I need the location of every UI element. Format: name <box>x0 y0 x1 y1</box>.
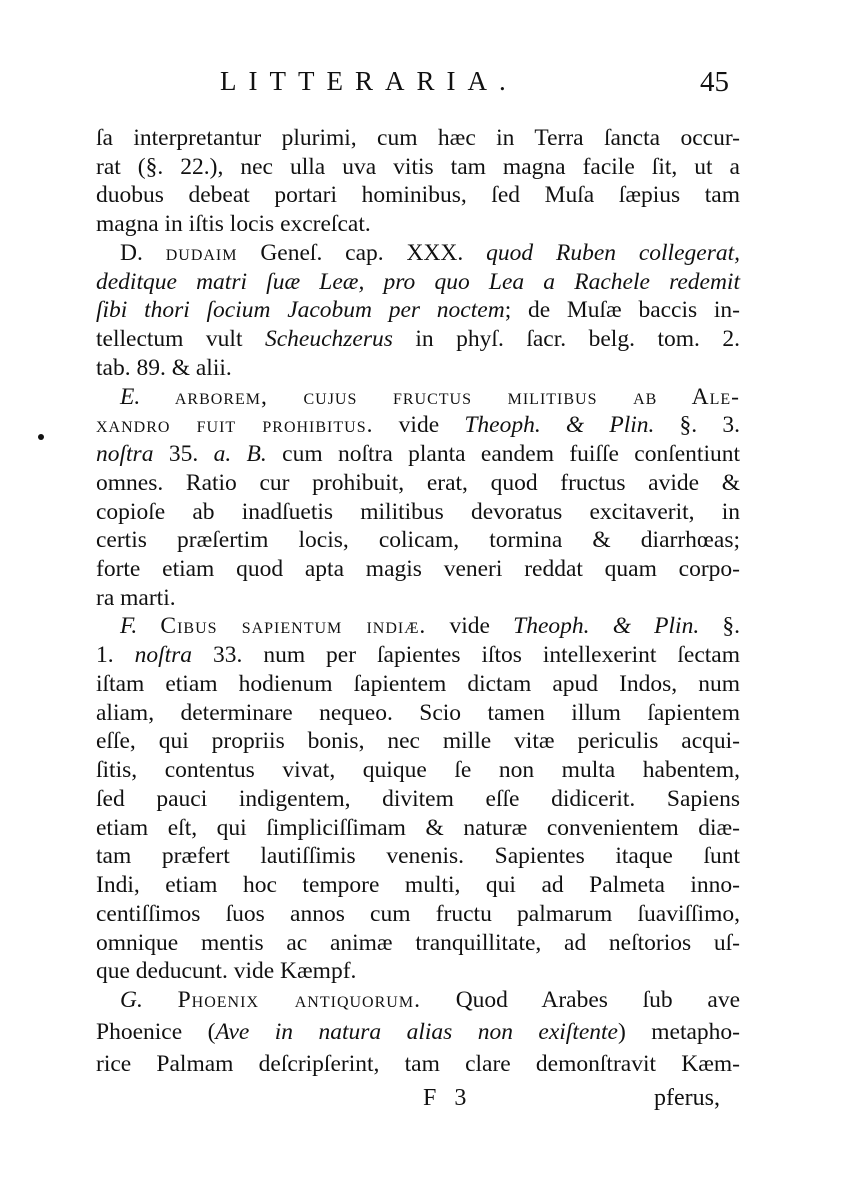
text-run: 35. <box>153 441 214 467</box>
ink-speck <box>38 434 44 440</box>
small-caps-run: Cibus sapientum indiæ. <box>160 613 427 639</box>
text-run: aliam, determinare nequeo. Scio tamen illum ſapientem <box>96 700 740 726</box>
text-run: D. <box>120 240 166 266</box>
text-run <box>137 613 160 639</box>
italic-run: G. <box>120 987 143 1013</box>
text-run: ſitis, contentus vivat, quique ſe non multa habentem, <box>96 757 740 783</box>
text-run: vide <box>373 412 465 438</box>
text-run: tellectum vult <box>96 326 265 352</box>
text-run: ſa interpretantur plurimi, cum hæc in Terra ſancta occur- <box>96 125 740 151</box>
text-run: copioſe ab inadſuetis militibus devoratus excitaverit, in <box>96 499 740 525</box>
text-run: ) metapho- <box>618 1019 741 1045</box>
text-run: cum noſtra planta eandem fuiſſe conſentiunt <box>266 441 740 467</box>
text-run: rice Palmam deſcripſerint, tam clare demonſtravit Kæm- <box>96 1051 740 1077</box>
italic-run: noſtra <box>134 642 193 668</box>
italic-run: quod Ruben collegerat, <box>486 240 740 266</box>
text-line <box>96 1046 740 1082</box>
text-line <box>96 1014 740 1050</box>
text-run: in phyſ. ſacr. belg. tom. 2. <box>392 326 740 352</box>
italic-run: Scheuchzerus <box>264 326 393 352</box>
text-run: vide <box>426 613 514 639</box>
text-run: Phoenice ( <box>96 1019 216 1045</box>
text-run: centiſſimos ſuos annos cum fructu palmarum ſuaviſſimo, <box>96 901 740 927</box>
text-run: §. <box>699 613 741 639</box>
catchword: pferus, <box>654 1085 720 1111</box>
text-run: ; de Muſæ baccis in- <box>504 297 740 323</box>
text-run: magna in iſtis locis excreſcat. <box>96 211 371 237</box>
text-run: 1. <box>96 642 135 668</box>
text-run: 33. num per ſapientes iſtos intellexerint ſectam <box>192 642 740 668</box>
text-run: que deducunt. vide Kæmpf. <box>96 958 357 984</box>
italic-run: F. <box>120 613 138 639</box>
italic-run: a. B. <box>213 441 267 467</box>
running-title: LITTERARIA. <box>220 66 518 96</box>
text-run: Geneſ. cap. XXX. <box>237 240 487 266</box>
text-run: certis præſertim locis, colicam, tormina & diarrhœas; <box>96 527 740 553</box>
italic-run: Ave in natura alias non exiſtente <box>215 1019 618 1045</box>
signature-mark: F 3 <box>423 1085 473 1111</box>
text-run: Indi, etiam hoc tempore multi, qui ad Palmeta inno- <box>96 872 740 898</box>
text-run: duobus debeat portari hominibus, ſed Muſa ſæpius tam <box>96 182 740 208</box>
italic-run: noſtra <box>96 441 154 467</box>
small-caps-run: xandro fuit prohibitus. <box>96 412 374 438</box>
text-run: tab. 89. & alii. <box>96 355 232 381</box>
italic-run: ſibi thori ſocium Jacobum per noctem <box>96 297 505 323</box>
text-run <box>143 987 178 1013</box>
text-run: tam præfert lautiſſimis venenis. Sapientes itaque ſunt <box>96 843 740 869</box>
text-run: eſſe, qui propriis bonis, nec mille vitæ periculis acqui- <box>96 728 740 754</box>
text-run: forte etiam quod apta magis veneri reddat quam corpo- <box>96 556 740 582</box>
small-caps-run: Phoenix antiquorum. <box>177 987 421 1013</box>
small-caps-run: arborem, cujus fructus militibus ab Ale- <box>174 384 741 410</box>
italic-run: Theoph. & Plin. <box>464 412 655 438</box>
text-run: iſtam etiam hodienum ſapientem dictam apud Indos, num <box>96 671 740 697</box>
text-run: etiam eſt, qui ſimpliciſſimam & naturæ convenientem diæ- <box>96 815 740 841</box>
text-run: rat (§. 22.), nec ulla uva vitis tam magna facile ſit, ut a <box>96 154 740 180</box>
text-run: §. 3. <box>654 412 740 438</box>
italic-run: Theoph. & Plin. <box>513 613 700 639</box>
italic-run: deditque matri ſuæ Leæ, pro quo Lea a Rachele redemit <box>96 269 740 295</box>
text-run: omnique mentis ac animæ tranquillitate, ad neſtorios uſ- <box>96 930 740 956</box>
text-run: omnes. Ratio cur prohibuit, erat, quod fructus avide & <box>96 470 740 496</box>
italic-run: E. <box>120 384 141 410</box>
text-run: ſed pauci indigentem, divitem eſſe didicerit. Sapiens <box>96 786 740 812</box>
small-caps-run: dudaim <box>165 240 238 266</box>
page-number: 45 <box>700 66 729 98</box>
text-run: Quod Arabes ſub ave <box>420 987 741 1013</box>
text-line <box>120 982 740 1018</box>
text-run: ra marti. <box>96 585 176 611</box>
